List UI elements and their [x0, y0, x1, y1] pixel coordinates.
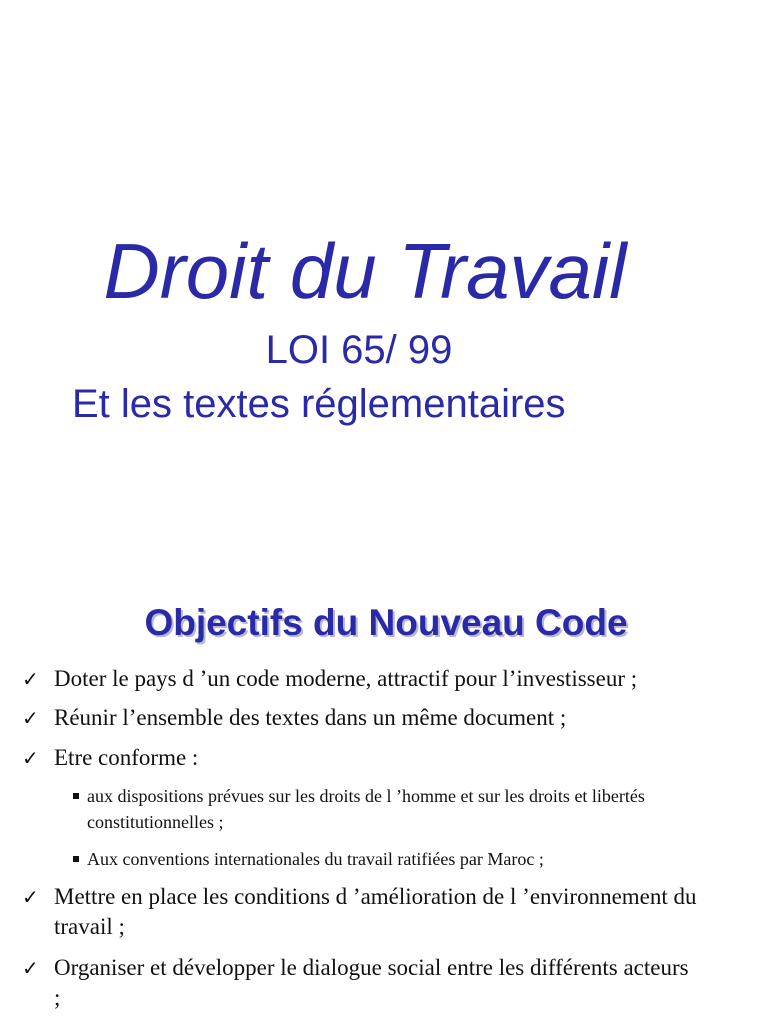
list-item-text: Etre conforme : [54, 745, 199, 770]
list-item-text: Réunir l’ensemble des textes dans un même document ; [54, 705, 567, 730]
check-mark-icon: ✓ [22, 885, 39, 909]
list-item-text: Doter le pays d ’un code moderne, attractif pour l’investisseur ; [54, 666, 638, 691]
check-mark-icon: ✓ [22, 956, 39, 980]
square-bullet-icon [73, 856, 79, 862]
list-item-text: Mettre en place les conditions d ’amélioration de l ’environnement du travail ; [54, 884, 697, 939]
page-title: Droit du Travail [103, 227, 627, 315]
sub-list-item [0, 783, 768, 839]
sub-list-item [0, 846, 768, 874]
sub-list-item-text: aux dispositions prévues sur les droits de l ’homme et sur les droits et libertés constitutionnelles ; [87, 786, 645, 832]
check-mark-icon: ✓ [22, 706, 39, 730]
check-mark-icon: ✓ [22, 746, 39, 770]
subtitle-regulatory-texts: Et les textes réglementaires [72, 382, 566, 426]
square-bullet-icon [73, 793, 79, 799]
section-heading: Objectifs du Nouveau Code [144, 602, 628, 643]
list-item-text: Organiser et développer le dialogue social entre les différents acteurs ; [54, 955, 689, 1010]
check-mark-icon: ✓ [22, 667, 39, 691]
subtitle-law-number: LOI 65/ 99 [265, 328, 453, 372]
sub-list-item-text: Aux conventions internationales du travail ratifiées par Maroc ; [87, 849, 544, 869]
